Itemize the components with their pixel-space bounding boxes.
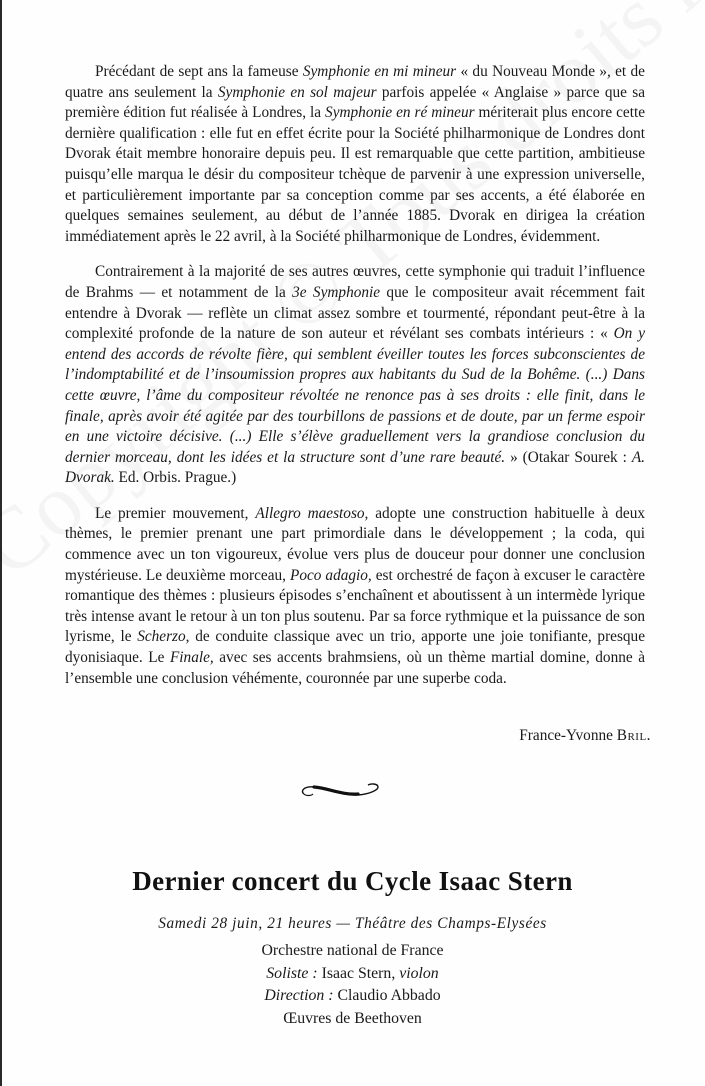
concert-title: Dernier concert du Cycle Isaac Stern <box>132 866 573 896</box>
concert-date-venue: Samedi 28 juin, 21 heures — Théâtre des Champs-Elysées <box>158 915 547 932</box>
direction-line <box>0 985 705 1008</box>
flourish-divider-icon <box>296 781 386 801</box>
direction-label: Direction : <box>264 987 334 1004</box>
italic-text: Poco adagio, <box>290 566 372 584</box>
direction-name: Claudio Abbado <box>337 987 441 1004</box>
body-text: adopte une construction habituelle à deux thèmes, le premier prenant une part primordiale dans le développement ; la coda, qui commence avec un ton vigoureux, évolue vers plus de douceur pour donner une conclusion mystérieuse. Le deuxième morceau, <box>65 504 646 584</box>
italic-text: Allegro maestoso, <box>255 504 369 522</box>
author-signature <box>519 727 651 745</box>
italic-text: A. Dvorak. <box>65 448 645 487</box>
paragraph-2 <box>65 262 645 489</box>
author-first-name: France-Yvonne <box>519 727 613 744</box>
orchestra-line: Orchestre national de France <box>261 942 444 959</box>
soloist-name: Isaac Stern, <box>321 964 396 982</box>
italic-text: Finale, <box>169 649 214 667</box>
italic-text: On y entend des accords de révolte fière, qui semblent éveiller toutes les forces subconscientes de l’indomptabilité et de l’insoumission propres aux habitants du Sud de la Bohême. (...) Dans cette œuvre, l’âme du compositeur révoltée ne renonce pas à ses droits : elle finit, dans le finale, après avoir été agitée par des tourbillons de passions et de doute, par un ferme espoir en une victoire décisive. (...) Elle s’élève graduellement vers la grandiose conclusion du dernier morceau, dont les idées et la structure sont d’une rare beauté. <box>65 325 645 466</box>
concert-details <box>0 940 705 1030</box>
soloist-instrument: violon <box>399 964 439 982</box>
program-note-article <box>65 62 645 704</box>
body-text: Contrairement à la majorité de ses autres œuvres, cette symphonie qui traduit l’influence de Brahms — et notamment de la <box>65 263 645 301</box>
paragraph-1 <box>65 62 645 247</box>
body-text: mériterait plus encore cette dernière qualification : elle fut en effet écrite pour la Société philharmonique de Londres dont Dvorak était membre honoraire depuis peu. Il est remarquable que cette partition, ambitieuse puisqu’elle marqua le désir du compositeur tchèque de parvenir à une expression universelle, et particulièrement importante par sa conception comme par ses accents, a été élaborée en quelques semaines seulement, au début de l’année 1885. Dvorak en dirigea la création immédiatement après le 22 avril, à la Société philharmonique de Londres, évidemment. <box>65 104 646 245</box>
author-last-name: Bril. <box>616 727 651 744</box>
italic-text: Scherzo, <box>137 628 190 646</box>
italic-text: Symphonie en mi mineur <box>302 63 457 80</box>
italic-text: Symphonie en sol majeur <box>217 83 377 101</box>
soloist-label: Soliste : <box>266 964 318 982</box>
body-text: parfois appelée « Anglaise » parce que sa première édition fut réalisée à Londres, la <box>65 83 645 122</box>
body-text: » (Otakar Sourek : <box>505 448 632 466</box>
program-line: Œuvres de Beethoven <box>283 1009 422 1027</box>
italic-text: Symphonie en ré mineur <box>325 104 475 122</box>
body-text: Précédant de sept ans la fameuse <box>95 63 303 80</box>
body-text: est orchestré de façon à excuser le caractère romantique des thèmes : plusieurs épisodes s’enchaînent et aboutissent à un intermède lyrique très intense avant le retour à un ton plus soutenu. Par sa force rythmique et la puissance de son lyrisme, le <box>65 566 645 646</box>
italic-text: 3e Symphonie <box>292 283 381 301</box>
body-text: que le compositeur avait récemment fait entendre à Dvorak — reflète un climat assez sombre et tourmenté, répondant peut-être à la complexité profonde de la nature de son auteur et révélant ses combats intérieurs : « <box>65 283 645 343</box>
paragraph-3 <box>65 504 645 689</box>
body-text: de conduite classique avec un trio, apporte une joie tonifiante, presque dyonisiaque. Le <box>65 628 645 667</box>
soloist-line <box>0 963 705 986</box>
body-text: « du Nouveau Monde », et de quatre ans seulement la <box>65 63 645 101</box>
body-text: avec ses accents brahmsiens, où un thème martial domine, donne à l’ensemble une conclusion véhémente, couronnée par une superbe coda. <box>65 649 645 687</box>
body-text: Ed. Orbis. Prague.) <box>114 469 237 487</box>
body-text: Le premier mouvement, <box>95 504 256 522</box>
